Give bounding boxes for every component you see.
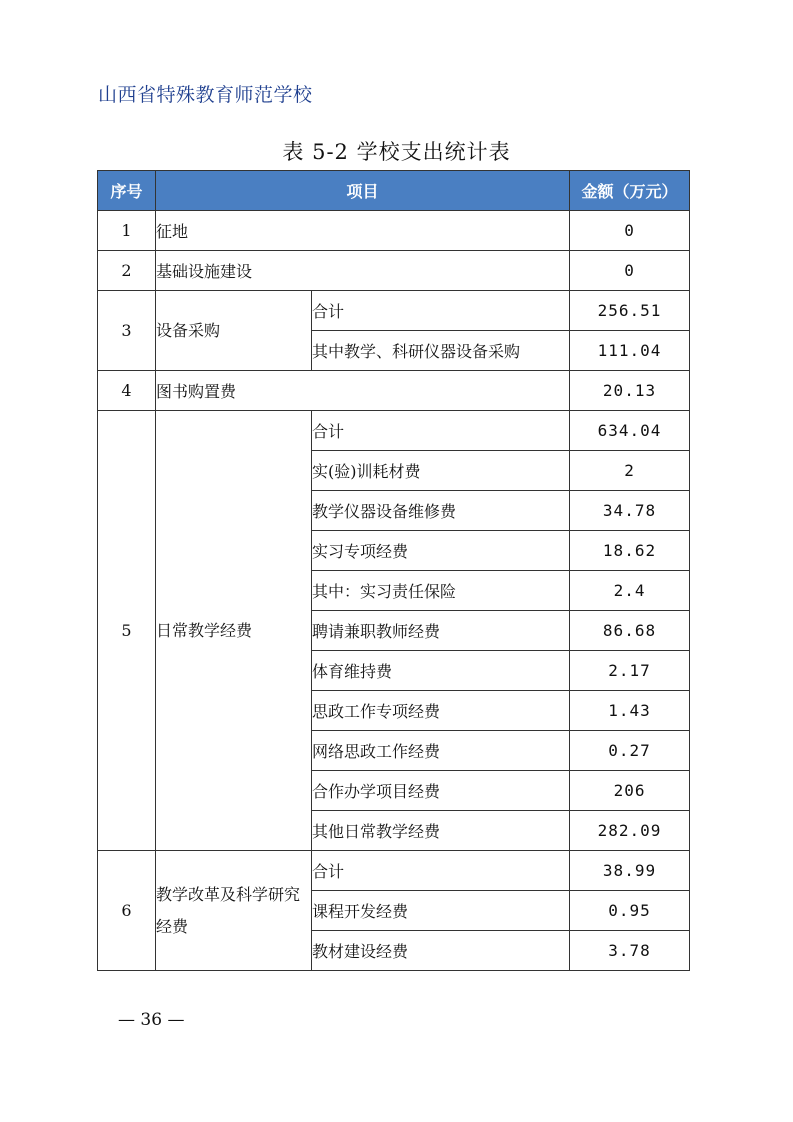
row-subitem: 教材建设经费 xyxy=(312,931,570,971)
column-header-no: 序号 xyxy=(98,171,156,211)
expenditure-table xyxy=(97,170,690,971)
row-amount: 38.99 xyxy=(570,851,690,891)
row-amount: 2 xyxy=(570,451,690,491)
table-row xyxy=(98,251,690,291)
row-amount: 206 xyxy=(570,771,690,811)
row-subitem: 其他日常教学经费 xyxy=(312,811,570,851)
row-subitem: 思政工作专项经费 xyxy=(312,691,570,731)
row-amount: 2.4 xyxy=(570,571,690,611)
table-title: 表 5-2 学校支出统计表 xyxy=(282,140,511,164)
row-subitem: 合计 xyxy=(312,291,570,331)
row-amount: 256.51 xyxy=(570,291,690,331)
row-amount: 634.04 xyxy=(570,411,690,451)
row-amount: 111.04 xyxy=(570,331,690,371)
row-amount: 34.78 xyxy=(570,491,690,531)
row-number: 4 xyxy=(98,371,156,411)
row-amount: 18.62 xyxy=(570,531,690,571)
row-number: 5 xyxy=(98,411,156,851)
row-subitem: 合计 xyxy=(312,411,570,451)
row-subitem: 其中教学、科研仪器设备采购 xyxy=(312,331,570,371)
row-number: 1 xyxy=(98,211,156,251)
table-header-row xyxy=(98,171,690,211)
row-subitem: 实(验)训耗材费 xyxy=(312,451,570,491)
row-amount: 0 xyxy=(570,251,690,291)
row-subitem: 聘请兼职教师经费 xyxy=(312,611,570,651)
row-subitem: 合计 xyxy=(312,851,570,891)
table-row xyxy=(98,411,690,451)
table-body xyxy=(98,211,690,971)
row-subitem: 网络思政工作经费 xyxy=(312,731,570,771)
table-row xyxy=(98,851,690,891)
row-amount: 0.95 xyxy=(570,891,690,931)
row-item: 教学改革及科学研究经费 xyxy=(156,851,312,971)
row-subitem: 教学仪器设备维修费 xyxy=(312,491,570,531)
row-amount: 1.43 xyxy=(570,691,690,731)
row-amount: 20.13 xyxy=(570,371,690,411)
row-subitem: 实习专项经费 xyxy=(312,531,570,571)
row-subitem: 课程开发经费 xyxy=(312,891,570,931)
row-number: 6 xyxy=(98,851,156,971)
header-org-title: 山西省特殊教育师范学校 xyxy=(98,84,313,106)
row-number: 2 xyxy=(98,251,156,291)
row-amount: 0.27 xyxy=(570,731,690,771)
row-amount: 282.09 xyxy=(570,811,690,851)
column-header-amount: 金额（万元） xyxy=(570,171,690,211)
table-row xyxy=(98,291,690,331)
table-row xyxy=(98,211,690,251)
row-amount: 0 xyxy=(570,211,690,251)
row-amount: 3.78 xyxy=(570,931,690,971)
page-number: — 36 — xyxy=(118,1010,185,1030)
row-subitem: 合作办学项目经费 xyxy=(312,771,570,811)
row-item: 基础设施建设 xyxy=(156,251,570,291)
row-number: 3 xyxy=(98,291,156,371)
row-item: 日常教学经费 xyxy=(156,411,312,851)
table-row xyxy=(98,371,690,411)
row-amount: 2.17 xyxy=(570,651,690,691)
column-header-item: 项目 xyxy=(156,171,570,211)
row-subitem: 其中：实习责任保险 xyxy=(312,571,570,611)
row-item: 征地 xyxy=(156,211,570,251)
row-item: 设备采购 xyxy=(156,291,312,371)
row-amount: 86.68 xyxy=(570,611,690,651)
row-item: 图书购置费 xyxy=(156,371,570,411)
row-subitem: 体育维持费 xyxy=(312,651,570,691)
